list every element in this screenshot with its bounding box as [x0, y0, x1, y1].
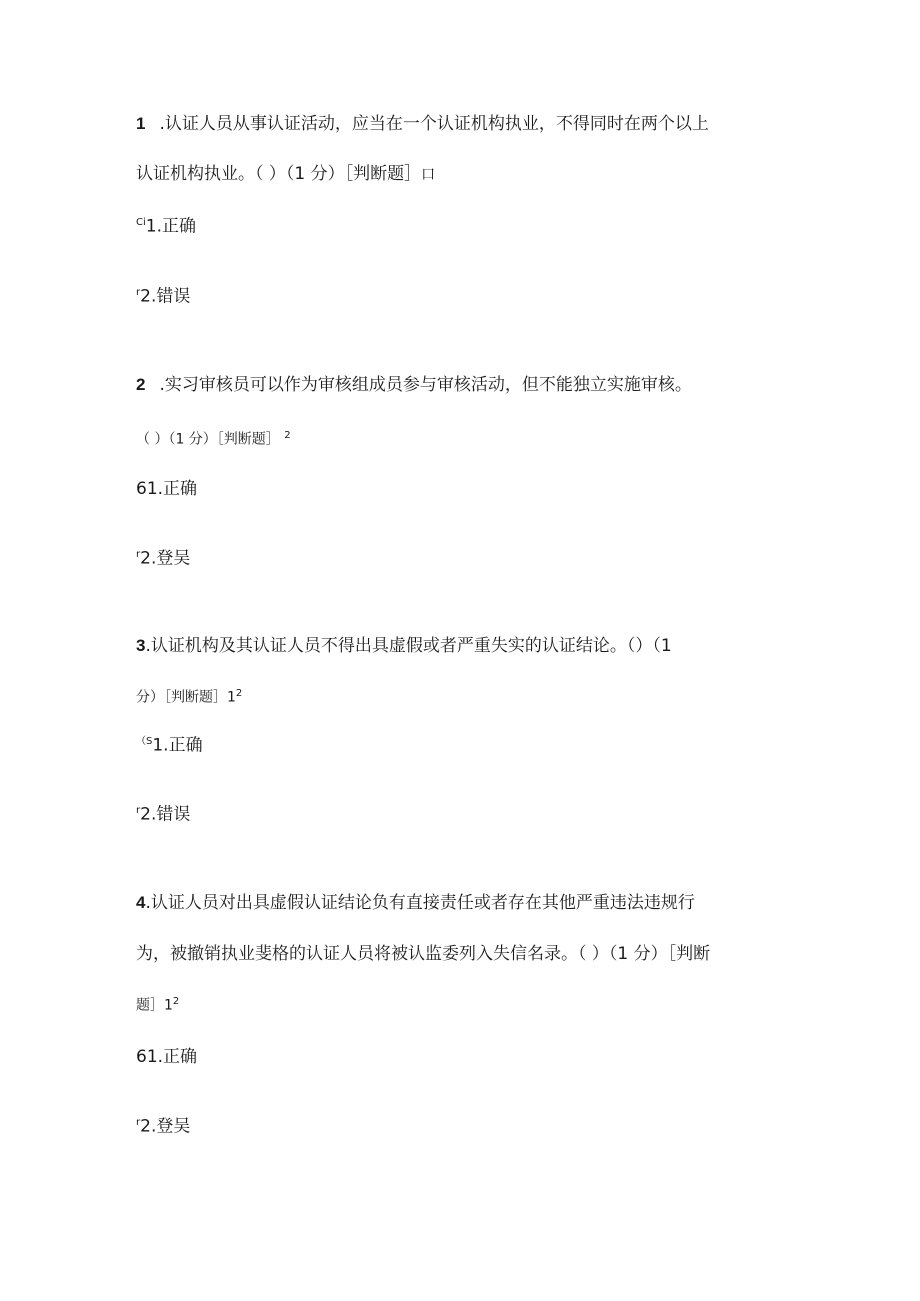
- question-1-stem-line-2: 认证机构执业。（ ）（1 分）［判断题］口: [136, 164, 436, 184]
- question-1-option-1[interactable]: $^{Ci}$1.正确: [136, 216, 196, 237]
- question-2-stem-line-1: 2 .实习审核员可以作为审核组成员参与审核活动，但不能独立实施审核。: [136, 375, 692, 395]
- question-4-option-1[interactable]: 61.正确: [136, 1047, 198, 1067]
- question-1-artifact: 口: [421, 167, 436, 183]
- radio-marker: r: [136, 287, 141, 298]
- question-4-artifact: 2: [172, 996, 180, 1007]
- question-2-option-2[interactable]: $^r$2.登吴: [136, 548, 191, 569]
- question-4-stem-line-1: 4.认证人员对出具虚假认证结论负有直接责任或者存在其他严重违法违规行: [136, 893, 695, 913]
- question-2-stem-line-2: （ ）（1 分）［判断题］ $^2$: [136, 430, 291, 448]
- question-1-option-2[interactable]: $^r$2.错误: [136, 286, 191, 307]
- question-3-artifact: 2: [235, 688, 243, 699]
- question-3-stem-line-1: 3.认证机构及其认证人员不得出具虚假或者严重失实的认证结论。（）（1: [136, 636, 672, 656]
- question-4-number: 4: [136, 893, 146, 912]
- question-2-option-1[interactable]: 61.正确: [136, 479, 198, 499]
- question-1-stem-line-1: 1 .认证人员从事认证活动，应当在一个认证机构执业，不得同时在两个以上: [136, 114, 709, 134]
- question-1-number: 1: [136, 114, 146, 133]
- question-3-option-2[interactable]: $^r$2.错误: [136, 804, 191, 825]
- radio-marker: 6: [136, 479, 147, 499]
- radio-marker: （S: [136, 736, 153, 747]
- question-3-stem-line-2: 分）［判断题$]1^2$: [136, 688, 243, 706]
- question-2-number: 2: [136, 375, 146, 394]
- question-2-artifact: 2: [284, 430, 291, 441]
- question-4-option-2[interactable]: $^r$2.登吴: [136, 1116, 191, 1137]
- question-4-stem-line-2: 为，被撤销执业斐格的认证人员将被认监委列入失信名录。（ ）（1 分）［判断: [136, 944, 711, 964]
- radio-marker: Ci: [136, 217, 146, 228]
- radio-marker: r: [136, 805, 141, 816]
- question-4-stem-line-3: 题$]1^2$: [136, 996, 180, 1014]
- radio-marker: 6: [136, 1047, 147, 1067]
- radio-marker: r: [136, 549, 141, 560]
- question-3-number: 3: [136, 636, 146, 655]
- question-3-option-1[interactable]: $^{(S}$1.正确: [136, 735, 203, 756]
- radio-marker: r: [136, 1117, 141, 1128]
